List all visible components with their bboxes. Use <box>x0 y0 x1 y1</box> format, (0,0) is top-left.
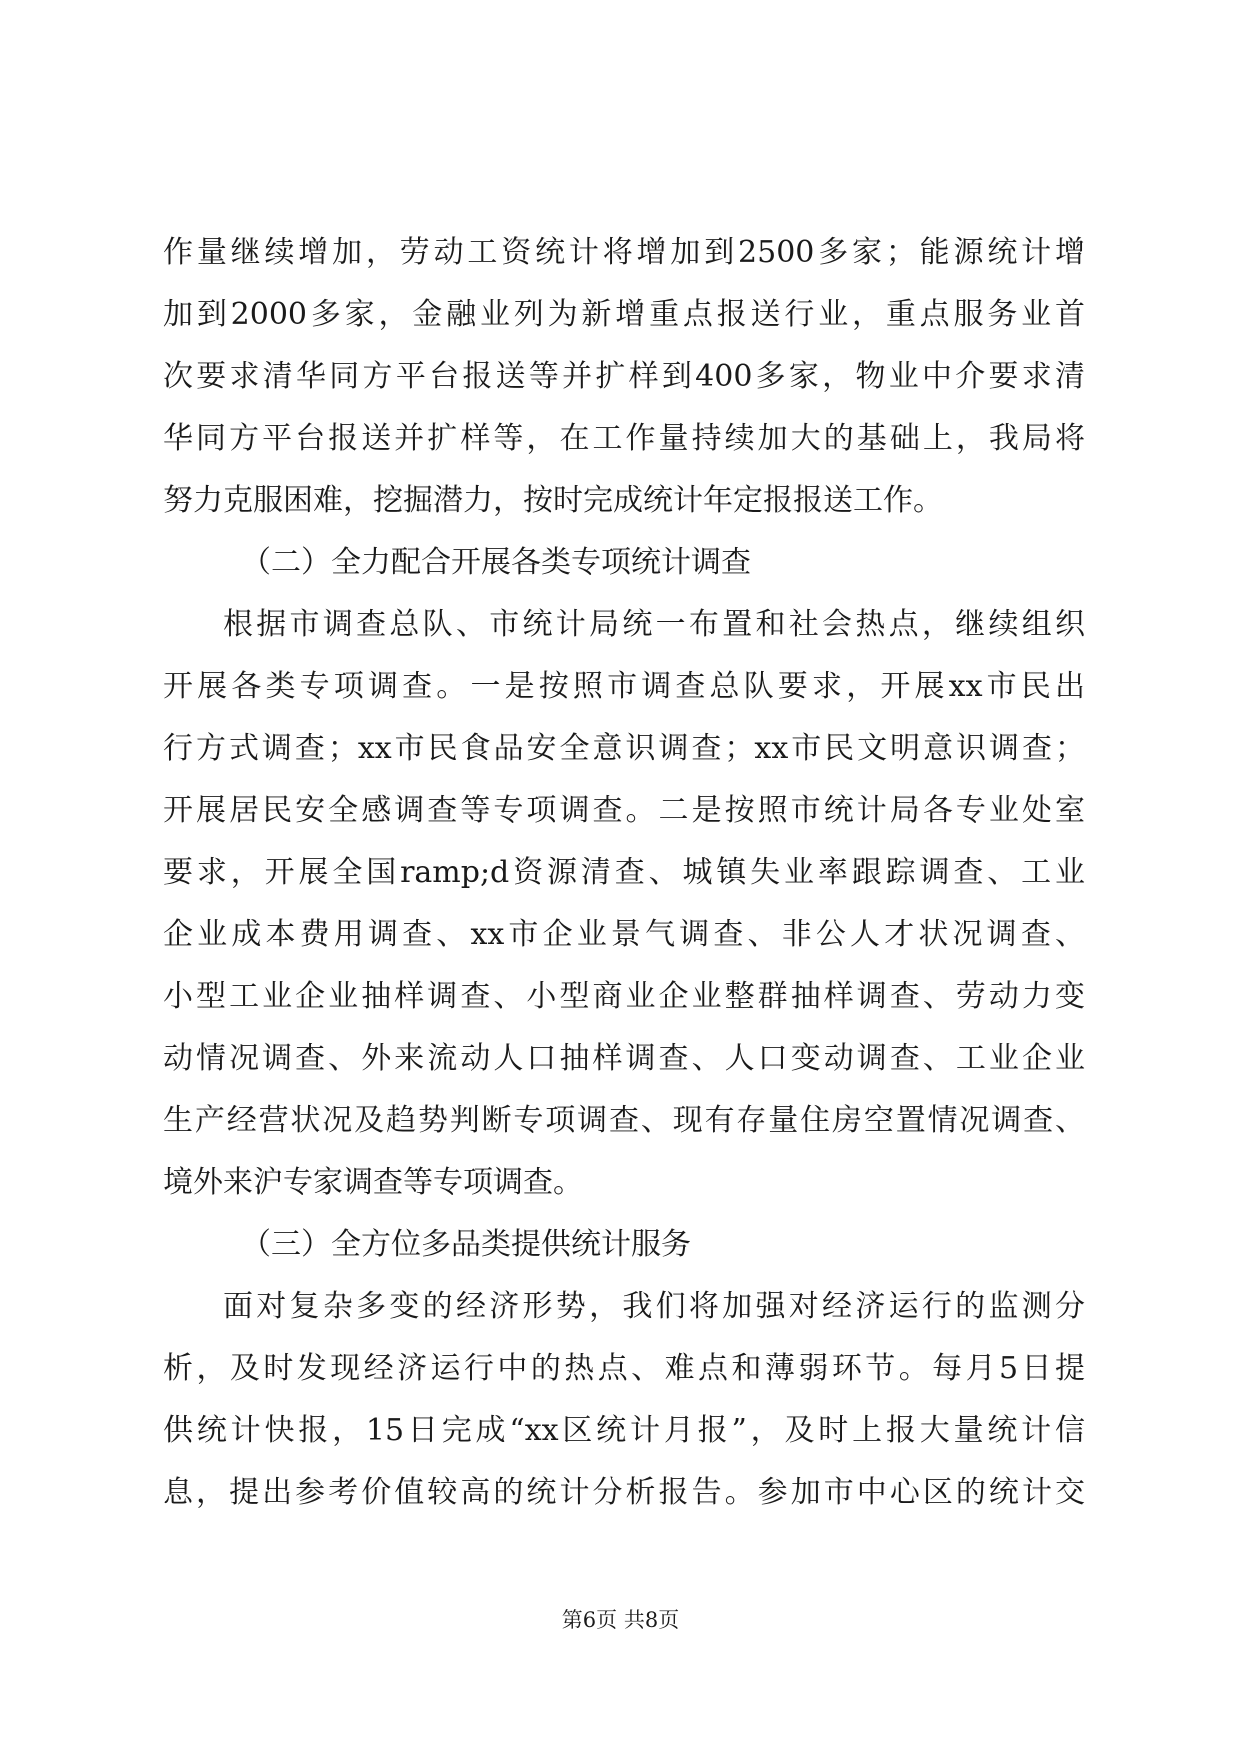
body-line: 根据市调查总队、市统计局统一布置和社会热点，继续组织 <box>223 607 1085 642</box>
section-heading: （三）全方位多品类提供统计服务 <box>241 1227 691 1262</box>
body-line: 开展各类专项调查。一是按照市调查总队要求，开展xx市民出 <box>163 669 1085 704</box>
body-line: 息，提出参考价值较高的统计分析报告。参加市中心区的统计交 <box>163 1475 1085 1510</box>
body-line: 行方式调查；xx市民食品安全意识调查；xx市民文明意识调查； <box>163 731 1085 766</box>
body-line: 加到2000多家，金融业列为新增重点报送行业，重点服务业首 <box>163 297 1085 332</box>
body-line: 境外来沪专家调查等专项调查。 <box>163 1165 583 1200</box>
body-line: 开展居民安全感调查等专项调查。二是按照市统计局各专业处室 <box>163 793 1085 828</box>
body-line: 小型工业企业抽样调查、小型商业企业整群抽样调查、劳动力变 <box>163 979 1085 1014</box>
body-line: 生产经营状况及趋势判断专项调查、现有存量住房空置情况调查、 <box>163 1103 1085 1138</box>
body-line: 次要求清华同方平台报送等并扩样到400多家，物业中介要求清 <box>163 359 1085 394</box>
page-number-footer: 第6页 共8页 <box>561 1608 680 1632</box>
body-line: 企业成本费用调查、xx市企业景气调查、非公人才状况调查、 <box>163 917 1085 952</box>
section-heading: （二）全力配合开展各类专项统计调查 <box>241 545 751 580</box>
body-line: 要求，开展全国ramp;d资源清查、城镇失业率跟踪调查、工业 <box>163 855 1085 890</box>
body-line: 华同方平台报送并扩样等，在工作量持续加大的基础上，我局将 <box>163 421 1085 456</box>
document-body <box>163 222 1085 1524</box>
body-line: 析，及时发现经济运行中的热点、难点和薄弱环节。每月5日提 <box>163 1351 1085 1386</box>
body-line: 动情况调查、外来流动人口抽样调查、人口变动调查、工业企业 <box>163 1041 1085 1076</box>
body-line: 面对复杂多变的经济形势，我们将加强对经济运行的监测分 <box>223 1289 1085 1324</box>
body-line: 努力克服困难，挖掘潜力，按时完成统计年定报报送工作。 <box>163 483 943 518</box>
body-line: 作量继续增加，劳动工资统计将增加到2500多家；能源统计增 <box>163 235 1085 270</box>
body-line: 供统计快报，15日完成“xx区统计月报”，及时上报大量统计信 <box>163 1413 1085 1448</box>
